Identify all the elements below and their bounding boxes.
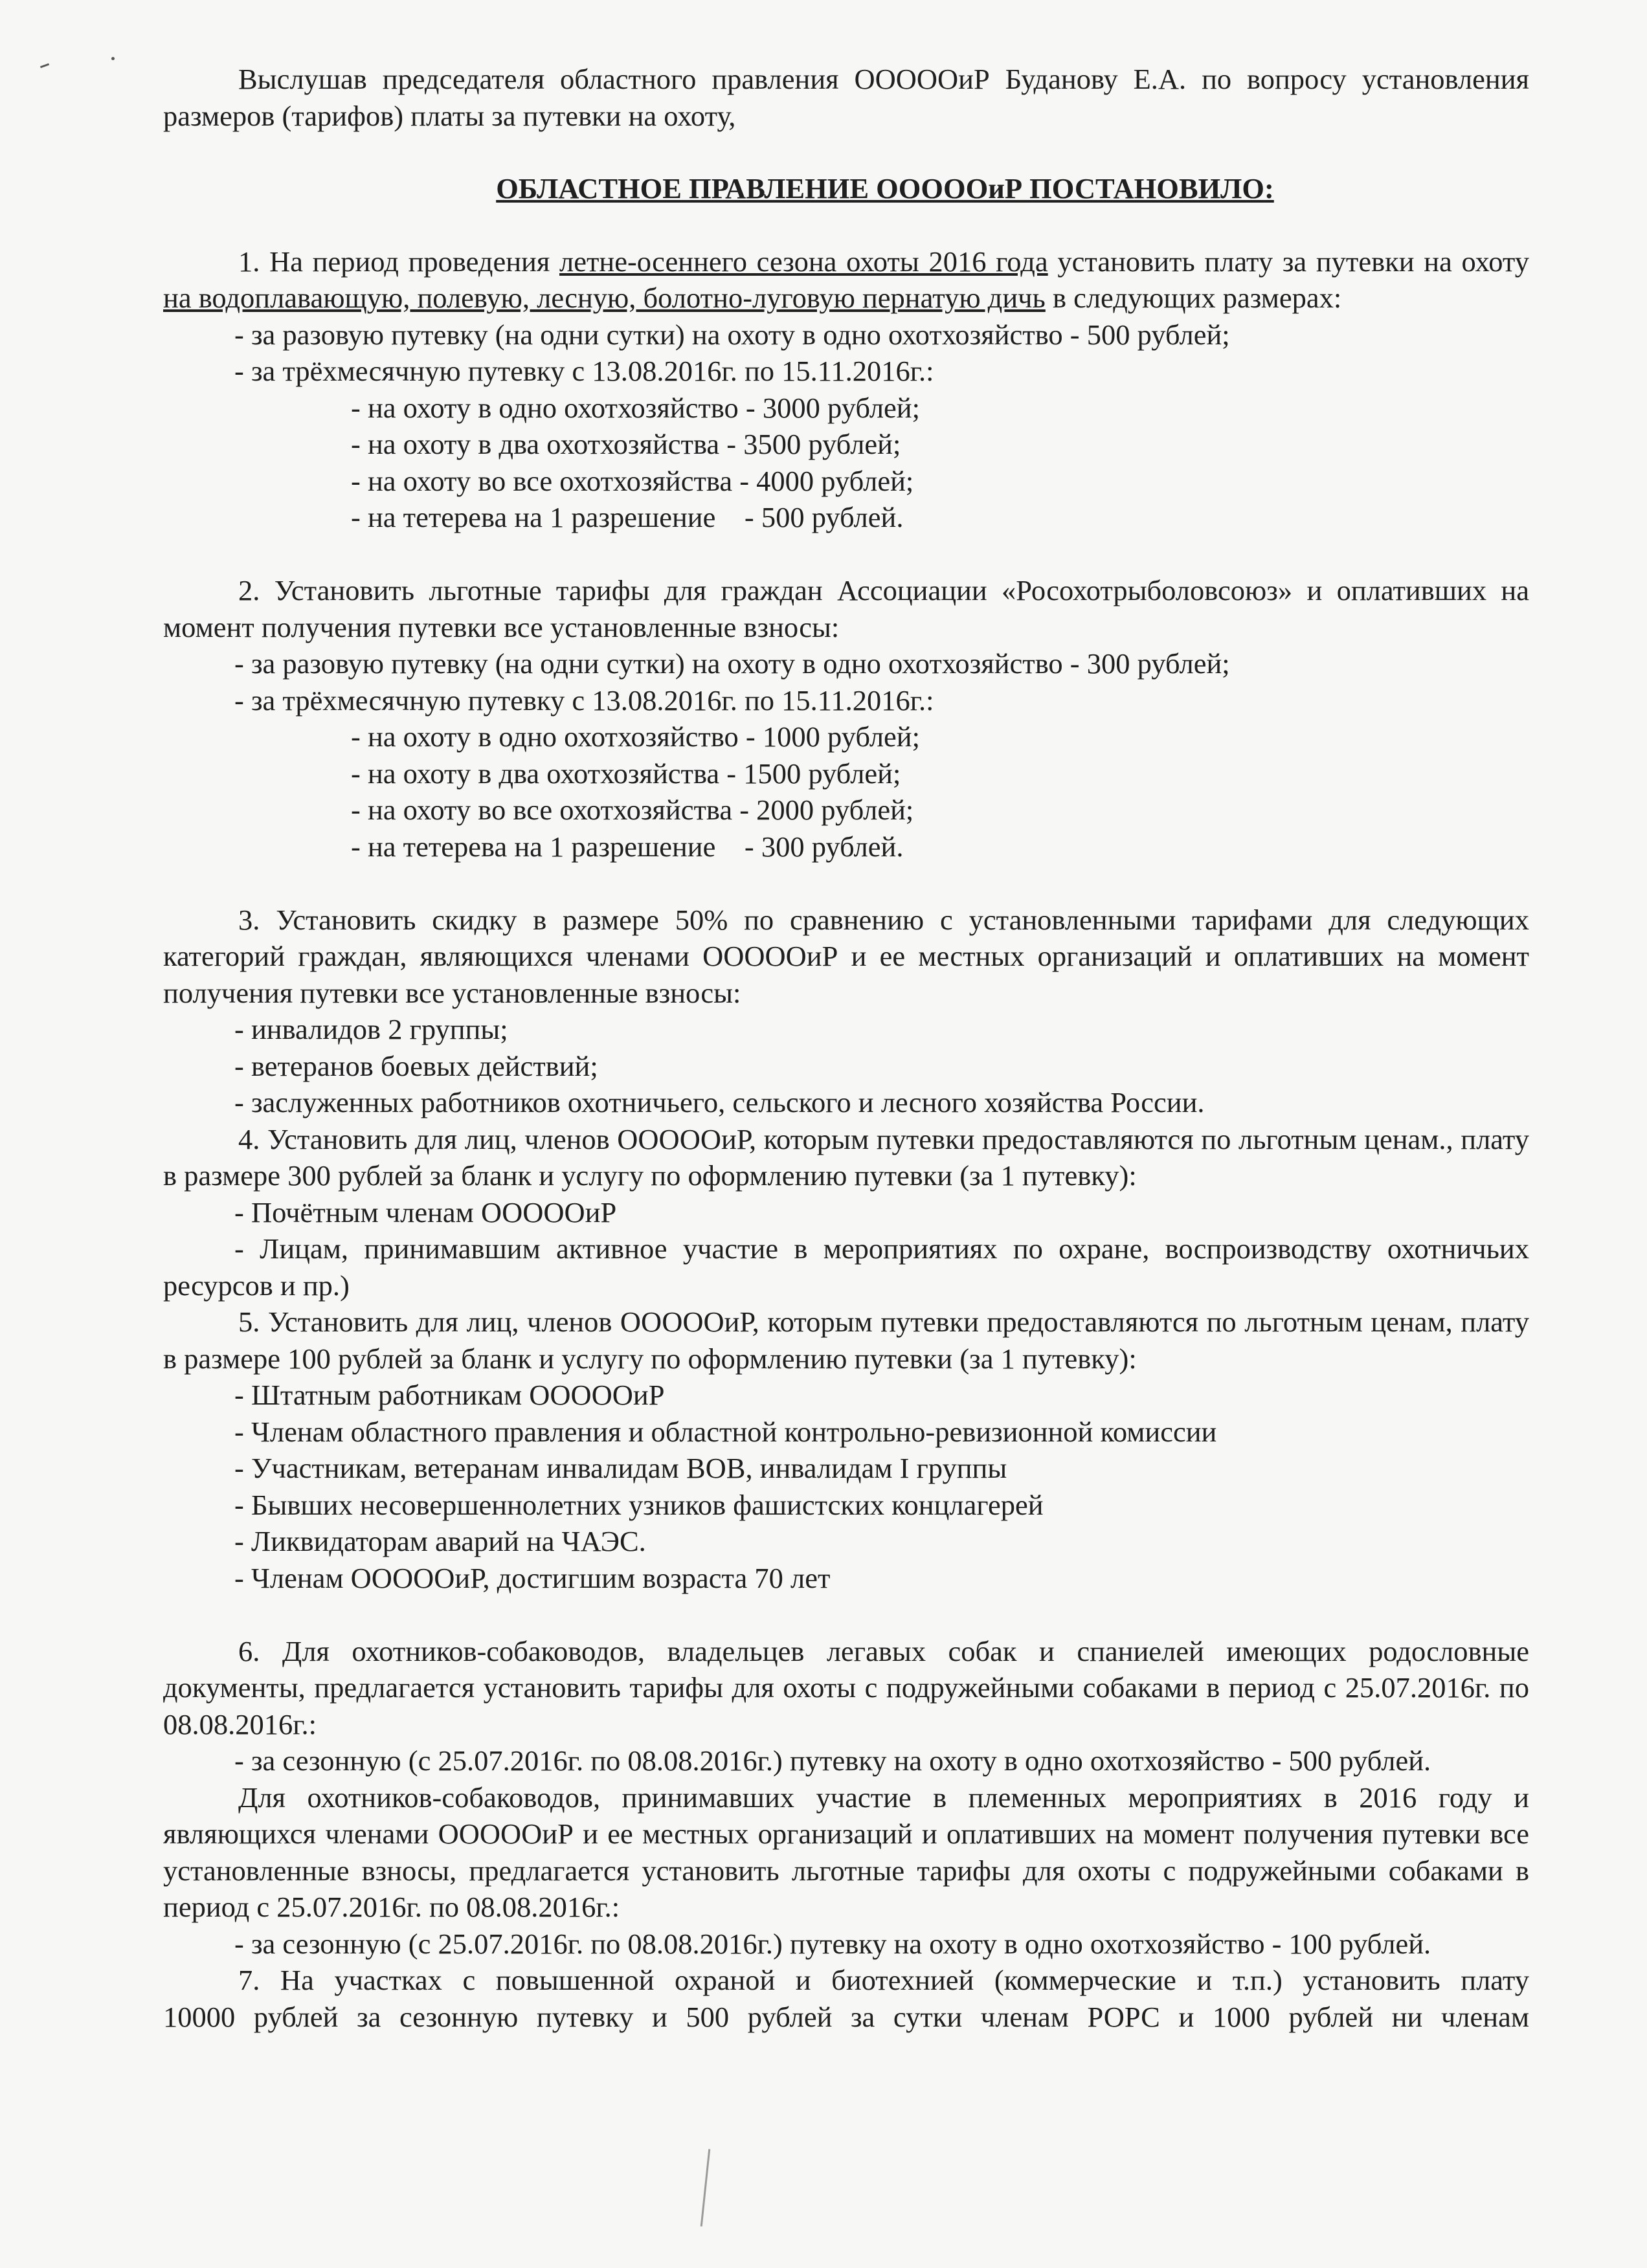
spacer [163,865,1529,902]
section-1-subitem: - на тетерева на 1 разрешение - 500 рублей. [351,501,904,533]
section-4-item: - Почётным членам ОООООиР [234,1195,617,1228]
scan-speck [40,63,49,69]
intro-paragraph: Выслушав председателя областного правления ОООООиР Буданову Е.А. по вопросу установления размеров (тарифов) платы за путевки на охоту, [163,63,1529,132]
section-2-subitem: - на охоту в два охотхозяйства - 1500 рублей; [351,757,901,790]
document-body [163,61,1529,2035]
section-1-text: 1. На период проведения летне-осеннего сезона охоты 2016 года установить плату за путевки на охоту на водоплавающую, полевую, лесную, болотно-луговую пернатую дичь в следующих размерах: [163,245,1529,314]
section-6-item: - за сезонную (с 25.07.2016г. по 08.08.2016г.) путевку на охоту в одно охотхозяйство - 100 рублей. [234,1927,1431,1960]
section-3-text: 3. Установить скидку в размере 50% по сравнению с установленными тарифами для следующих категорий граждан, являющихся членами ОООООиР и ее местных организаций и оплативших на момент получения путевки все установленные взносы: [163,903,1529,1009]
section-2-subitem: - на тетерева на 1 разрешение - 300 рублей. [351,830,904,863]
section-2-text: 2. Установить льготные тарифы для граждан Ассоциации «Росохотрыболовсоюз» и оплативших на момент получения путевки все установленные взносы: [163,574,1529,643]
spacer [163,1596,1529,1633]
section-7-line: 10000 рублей за сезонную путевку и 500 рублей за сутки членам РОРС и 1000 рублей ни членам [163,2000,1529,2033]
section-1-subitem: - на охоту в одно охотхозяйство - 3000 рублей; [351,391,920,424]
section-5-item: - Ликвидаторам аварий на ЧАЭС. [234,1525,646,1557]
section-5-item: - Бывших несовершеннолетних узников фашистских концлагерей [234,1488,1044,1521]
section-4-item: - Лицам, принимавшим активное участие в мероприятиях по охране, воспроизводству охотничьих ресурсов и пр.) [163,1232,1529,1302]
section-1-subitem: - на охоту в два охотхозяйства - 3500 рублей; [351,428,901,460]
section-3-item: - инвалидов 2 группы; [234,1013,508,1045]
scan-speck [111,57,115,60]
section-1-subitem: - на охоту во все охотхозяйства - 4000 рублей; [351,464,914,497]
section-6-item: - за сезонную (с 25.07.2016г. по 08.08.2016г.) путевку на охоту в одно охотхозяйство - 500 рублей. [234,1744,1431,1777]
section-5-item: - Штатным работникам ОООООиР [234,1379,665,1411]
section-5-item: - Участникам, ветеранам инвалидам ВОВ, инвалидам I группы [234,1452,1007,1484]
section-3-item: - ветеранов боевых действий; [234,1049,598,1082]
section-6-text-2: Для охотников-собаководов, принимавших участие в племенных мероприятиях в 2016 году и являющихся членами ОООООиР и ее местных организаций и оплативших на момент получения путевки все установленные взносы, предлагается установить льготные тарифы для охоты с подружейными собаками в период с 25.07.2016г. по 08.08.2016г.: [163,1781,1529,1923]
section-4-text: 4. Установить для лиц, членов ОООООиР, которым путевки предоставляются по льготным ценам., плату в размере 300 рублей за бланк и услугу по оформлению путевки (за 1 путевку): [163,1122,1529,1192]
section-5-item: - Членам областного правления и областной контрольно-ревизионной комиссии [234,1415,1217,1448]
section-5-item: - Членам ОООООиР, достигшим возраста 70 лет [234,1561,831,1594]
section-2-item: - за разовую путевку (на одни сутки) на охоту в одно охотхозяйство - 300 рублей; [234,647,1230,680]
section-3-item: - заслуженных работников охотничьего, сельского и лесного хозяйства России. [234,1086,1205,1118]
section-6-text: 6. Для охотников-собаководов, владельцев легавых собак и спаниелей имеющих родословные документы, предлагается установить тарифы для охоты с подружейными собаками в период с 25.07.2016г. по 08.08.2016г.: [163,1634,1529,1740]
spacer [163,536,1529,573]
scan-speck [700,2149,711,2227]
section-5-text: 5. Установить для лиц, членов ОООООиР, которым путевки предоставляются по льготным ценам, плату в размере 100 рублей за бланк и услугу по оформлению путевки (за 1 путевку): [163,1306,1529,1375]
section-7-line: 7. На участках с повышенной охраной и биотехнией (коммерческие и т.п.) установить плату [238,1964,1529,1996]
section-1-item: - за разовую путевку (на одни сутки) на охоту в одно охотхозяйство - 500 рублей; [234,318,1230,351]
resolution-heading: ОБЛАСТНОЕ ПРАВЛЕНИЕ ОООООиР ПОСТАНОВИЛО: [496,172,1274,205]
section-2-subitem: - на охоту в одно охотхозяйство - 1000 рублей; [351,720,920,753]
section-1-item: - за трёхмесячную путевку с 13.08.2016г. по 15.11.2016г.: [234,355,934,387]
section-2-subitem: - на охоту во все охотхозяйства - 2000 рублей; [351,794,914,826]
section-2-item: - за трёхмесячную путевку с 13.08.2016г. по 15.11.2016г.: [234,684,934,717]
